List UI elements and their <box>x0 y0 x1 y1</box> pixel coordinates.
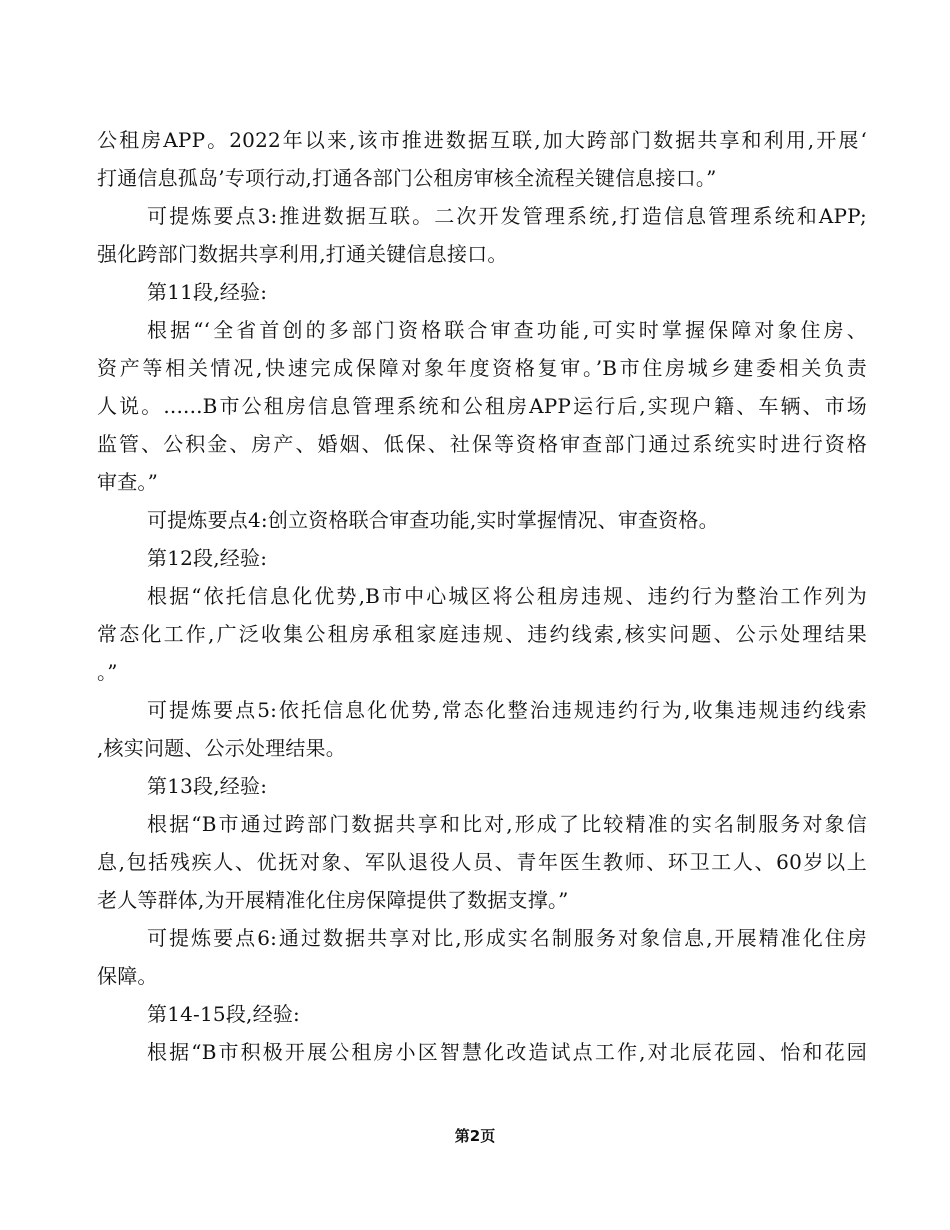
text-line: 资产等相关情况,快速完成保障对象年度资格复审。’B市住房城乡建委相关负责 <box>97 356 867 380</box>
text-line: 人说。......B市公租房信息管理系统和公租房APP运行后,实现户籍、车辆、市场 <box>97 394 867 418</box>
text-line: ,核实问题、公示处理结果。 <box>97 736 346 760</box>
section-heading: 第13段,经验: <box>147 774 268 798</box>
text-line: 根据“‘全省首创的多部门资格联合审查功能,可实时掌握保障对象住房、 <box>147 318 867 342</box>
text-line: 公租房APP。2022年以来,该市推进数据互联,加大跨部门数据共享和利用,开展‘ <box>97 128 867 152</box>
text-line: 。” <box>97 660 118 684</box>
text-line: 根据“依托信息化优势,B市中心城区将公租房违规、违约行为整治工作列为 <box>147 584 867 608</box>
text-line: 打通信息孤岛’专项行动,打通各部门公租房审核全流程关键信息接口。” <box>97 166 717 190</box>
page-number: 第2页 <box>454 1127 496 1145</box>
text-line: 可提炼要点5:依托信息化优势,常态化整治违规违约行为,收集违规违约线索 <box>147 698 867 722</box>
text-line: 可提炼要点3:推进数据互联。二次开发管理系统,打造信息管理系统和APP; <box>147 204 867 228</box>
section-heading: 第11段,经验: <box>147 280 268 304</box>
text-line: 根据“B市积极开展公租房小区智慧化改造试点工作,对北辰花园、怡和花园 <box>147 1040 867 1064</box>
text-line: 强化跨部门数据共享利用,打通关键信息接口。 <box>97 242 508 266</box>
text-line: 可提炼要点6:通过数据共享对比,形成实名制服务对象信息,开展精准化住房 <box>147 926 867 950</box>
text-line: 根据“B市通过跨部门数据共享和比对,形成了比较精准的实名制服务对象信 <box>147 812 867 836</box>
section-heading: 第12段,经验: <box>147 546 268 570</box>
text-line: 可提炼要点4:创立资格联合审查功能,实时掌握情况、审查资格。 <box>147 508 719 532</box>
document-body <box>97 121 867 1071</box>
text-line: 监管、公积金、房产、婚姻、低保、社保等资格审查部门通过系统实时进行资格 <box>97 432 867 456</box>
text-line: 息,包括残疾人、优抚对象、军队退役人员、青年医生教师、环卫工人、60岁以上 <box>97 850 867 874</box>
text-line: 老人等群体,为开展精准化住房保障提供了数据支撑。” <box>97 888 569 912</box>
text-line: 审查。” <box>97 470 159 494</box>
section-heading: 第14-15段,经验: <box>147 1002 300 1026</box>
text-line: 保障。 <box>97 964 158 988</box>
text-line: 常态化工作,广泛收集公租房承租家庭违规、违约线索,核实问题、公示处理结果 <box>97 622 867 646</box>
